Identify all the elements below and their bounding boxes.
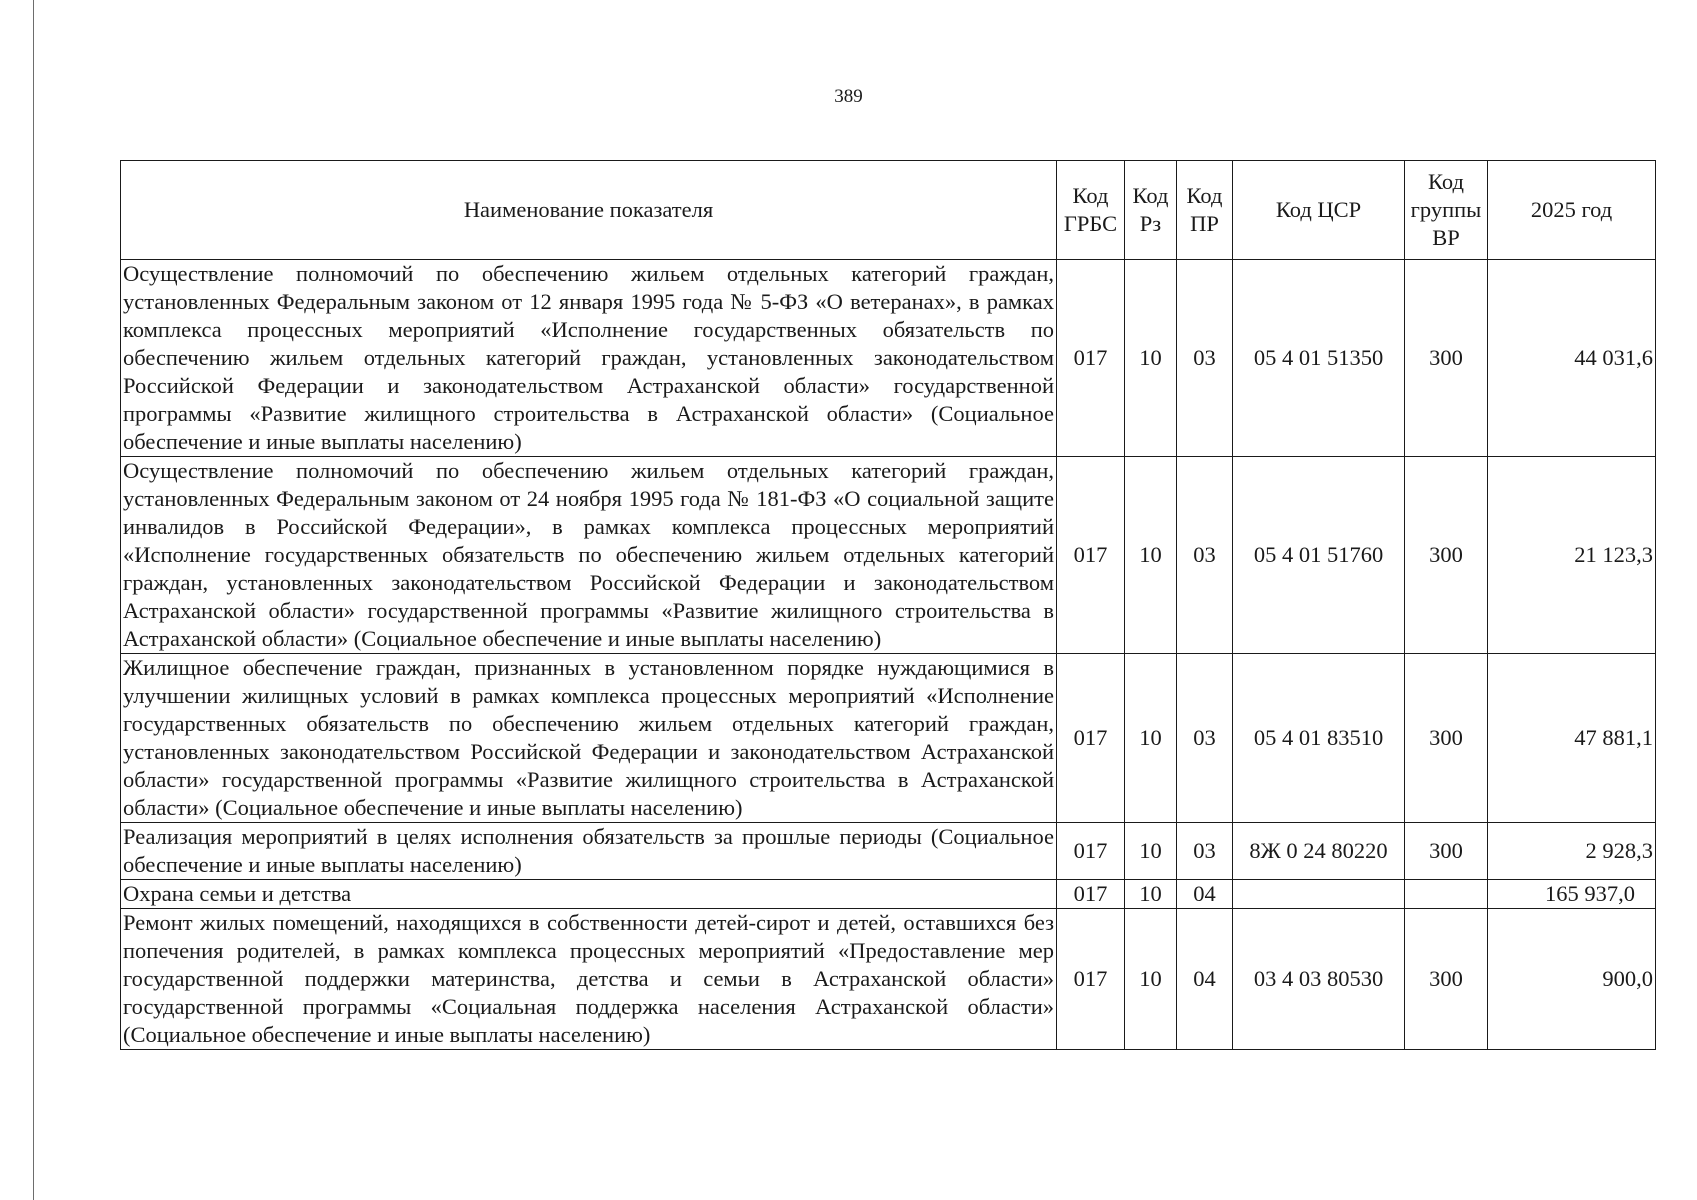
header-vr: Код группы ВР <box>1405 161 1488 260</box>
row-csr <box>1233 880 1405 909</box>
row-csr: 03 4 03 80530 <box>1233 909 1405 1050</box>
row-csr: 05 4 01 51760 <box>1233 457 1405 654</box>
row-name: Ремонт жилых помещений, находящихся в собственности детей-сирот и детей, оставшихся без попечения родителей, в рамках комплекса процессных мероприятий «Предоставление мер государственной поддержки материнства, детства и семьи в Астраханской области» государственной программы «Социальная поддержка населения Астраханской области» (Социальное обеспечение и иные выплаты населению) <box>121 909 1057 1050</box>
row-rz: 10 <box>1125 654 1177 823</box>
row-name: Осуществление полномочий по обеспечению жильем отдельных категорий граждан, установленных Федеральным законом от 24 ноября 1995 года № 181-ФЗ «О социальной защите инвалидов в Российской Федерации», в рамках комплекса процессных мероприятий «Исполнение государственных обязательств по обеспечению жильем отдельных категорий граждан, установленных законодательством Российской Федерации и законодательством Астраханской области» государственной программы «Развитие жилищного строительства в Астраханской области» (Социальное обеспечение и иные выплаты населению) <box>121 457 1057 654</box>
table-row <box>121 260 1656 457</box>
row-amount: 21 123,3 <box>1488 457 1656 654</box>
row-pr: 03 <box>1177 654 1233 823</box>
row-rz: 10 <box>1125 260 1177 457</box>
table-row <box>121 909 1656 1050</box>
row-vr: 300 <box>1405 654 1488 823</box>
row-pr: 03 <box>1177 260 1233 457</box>
row-amount: 47 881,1 <box>1488 654 1656 823</box>
row-csr: 8Ж 0 24 80220 <box>1233 823 1405 880</box>
row-name: Охрана семьи и детства <box>121 880 1057 909</box>
header-year: 2025 год <box>1488 161 1656 260</box>
row-vr: 300 <box>1405 260 1488 457</box>
table-row <box>121 880 1656 909</box>
row-csr: 05 4 01 51350 <box>1233 260 1405 457</box>
row-name: Жилищное обеспечение граждан, признанных в установленном порядке нуждающимися в улучшении жилищных условий в рамках комплекса процессных мероприятий «Исполнение государственных обязательств по обеспечению жильем отдельных категорий граждан, установленных законодательством Российской Федерации и законодательством Астраханской области» государственной программы «Развитие жилищного строительства в Астраханской области» (Социальное обеспечение и иные выплаты населению) <box>121 654 1057 823</box>
row-grbs: 017 <box>1057 457 1125 654</box>
row-name: Осуществление полномочий по обеспечению жильем отдельных категорий граждан, установленных Федеральным законом от 12 января 1995 года № 5-ФЗ «О ветеранах», в рамках комплекса процессных мероприятий «Исполнение государственных обязательств по обеспечению жильем отдельных категорий граждан, установленных законодательством Российской Федерации и законодательством Астраханской области» государственной программы «Развитие жилищного строительства в Астраханской области» (Социальное обеспечение и иные выплаты населению) <box>121 260 1057 457</box>
row-rz: 10 <box>1125 909 1177 1050</box>
row-amount: 900,0 <box>1488 909 1656 1050</box>
table-row <box>121 654 1656 823</box>
header-grbs: Код ГРБС <box>1057 161 1125 260</box>
row-grbs: 017 <box>1057 880 1125 909</box>
row-pr: 04 <box>1177 880 1233 909</box>
row-pr: 03 <box>1177 823 1233 880</box>
row-amount: 44 031,6 <box>1488 260 1656 457</box>
row-vr: 300 <box>1405 909 1488 1050</box>
row-grbs: 017 <box>1057 654 1125 823</box>
row-pr: 04 <box>1177 909 1233 1050</box>
row-name: Реализация мероприятий в целях исполнения обязательств за прошлые периоды (Социальное обеспечение и иные выплаты населению) <box>121 823 1057 880</box>
page-number: 389 <box>834 86 863 107</box>
row-rz: 10 <box>1125 823 1177 880</box>
header-name: Наименование показателя <box>121 161 1057 260</box>
row-grbs: 017 <box>1057 823 1125 880</box>
header-csr: Код ЦСР <box>1233 161 1405 260</box>
table-row <box>121 823 1656 880</box>
row-vr: 300 <box>1405 823 1488 880</box>
row-csr: 05 4 01 83510 <box>1233 654 1405 823</box>
row-amount: 165 937,0 <box>1488 880 1656 909</box>
budget-table <box>120 160 1656 1050</box>
scan-edge-line <box>33 0 34 1200</box>
header-pr: Код ПР <box>1177 161 1233 260</box>
row-vr: 300 <box>1405 457 1488 654</box>
row-rz: 10 <box>1125 880 1177 909</box>
row-grbs: 017 <box>1057 909 1125 1050</box>
row-grbs: 017 <box>1057 260 1125 457</box>
header-row <box>121 161 1656 260</box>
row-pr: 03 <box>1177 457 1233 654</box>
row-amount: 2 928,3 <box>1488 823 1656 880</box>
table-row <box>121 457 1656 654</box>
header-rz: Код Рз <box>1125 161 1177 260</box>
row-vr <box>1405 880 1488 909</box>
row-rz: 10 <box>1125 457 1177 654</box>
